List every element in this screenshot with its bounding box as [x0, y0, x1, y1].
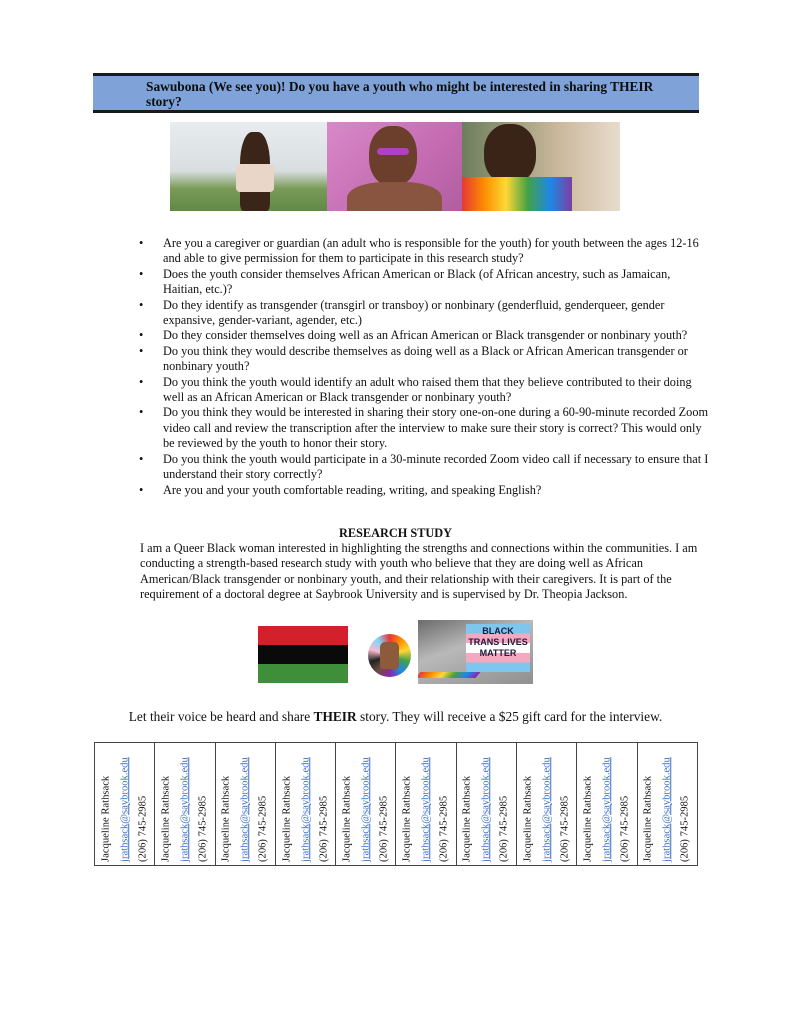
flag-stripe	[258, 645, 348, 664]
eligibility-question	[139, 452, 709, 483]
bullet-icon: •	[139, 451, 144, 466]
contact-email-link[interactable]: jrathsack@saybrook.edu	[661, 757, 673, 862]
eligibility-question	[139, 328, 709, 343]
photo-portrait	[327, 122, 462, 211]
tear-off-tab[interactable]	[216, 743, 276, 865]
eligibility-list	[139, 236, 709, 498]
eligibility-question	[139, 375, 709, 406]
tagline	[0, 709, 791, 725]
tear-off-content	[459, 746, 515, 862]
header-bar	[93, 73, 699, 113]
contact-email-link[interactable]: jrathsack@saybrook.edu	[600, 757, 612, 862]
bullet-icon: •	[139, 405, 144, 420]
contact-email-link[interactable]: jrathsack@saybrook.edu	[299, 757, 311, 862]
tear-off-tab[interactable]	[155, 743, 215, 865]
contact-phone: (206) 745-2985	[498, 795, 510, 862]
tear-off-content	[640, 746, 696, 862]
question-text: Do you think they would be interested in sharing their story one-on-one during a 60-90-minute recorded Zoom video call and review the transcription after the interview to make sure their story is correct? This would only be reviewed by the youth to honor their story.	[163, 405, 709, 451]
black-trans-lives-matter-photo	[418, 620, 533, 684]
contact-name: Jacqueline Rathsack	[642, 775, 654, 862]
photo-selfie	[170, 122, 327, 211]
tear-off-tab[interactable]	[577, 743, 637, 865]
contact-phone: (206) 745-2985	[197, 795, 209, 862]
contact-name: Jacqueline Rathsack	[401, 775, 413, 862]
flag-stripe	[258, 626, 348, 645]
contact-email-link[interactable]: jrathsack@saybrook.edu	[419, 757, 431, 862]
contact-name: Jacqueline Rathsack	[99, 775, 111, 862]
contact-email-link[interactable]: jrathsack@saybrook.edu	[118, 757, 130, 862]
eligibility-question	[139, 344, 709, 375]
tear-off-content	[519, 746, 575, 862]
symbol-images	[258, 620, 538, 685]
photo-pride-flag	[462, 122, 620, 211]
tear-off-content	[157, 746, 213, 862]
flag-stripe	[258, 664, 348, 683]
contact-phone: (206) 745-2985	[619, 795, 631, 862]
tagline-text-end: story. They will receive a $25 gift card for the interview.	[356, 709, 663, 724]
bullet-icon: •	[139, 482, 144, 497]
question-text: Do you think the youth would participate in a 30-minute recorded Zoom video call if necessary to ensure that I understand their story correctly?	[163, 451, 709, 482]
contact-phone: (206) 745-2985	[679, 795, 691, 862]
page-title: Sawubona (We see you)! Do you have a youth who might be interested in sharing THEIR story?	[146, 79, 654, 109]
tear-off-strip	[94, 742, 698, 866]
contact-email-link[interactable]: jrathsack@saybrook.edu	[480, 757, 492, 862]
contact-phone: (206) 745-2985	[136, 795, 148, 862]
question-text: Are you and your youth comfortable reading, writing, and speaking English?	[163, 482, 542, 497]
tear-off-content	[278, 746, 334, 862]
tear-off-tab[interactable]	[638, 743, 697, 865]
question-text: Are you a caregiver or guardian (an adult who is responsible for the youth) for youth between the ages 12-16 and able to give permission for them to participate in this research study?	[163, 236, 699, 266]
fist-icon	[380, 642, 399, 669]
contact-name: Jacqueline Rathsack	[160, 775, 172, 862]
tear-off-tab[interactable]	[517, 743, 577, 865]
tear-off-tab[interactable]	[396, 743, 456, 865]
contact-name: Jacqueline Rathsack	[341, 775, 353, 862]
research-study-body: I am a Queer Black woman interested in highlighting the strengths and connections within the communities. I am conducting a strength-based research study with youth who believe that they are doing well as African American/Black transgender or nonbinary youth, and their relationship with their caregivers. It is part of the requirement of a doctoral degree at Saybrook University and is supervised by Dr. Theopia Jackson.	[140, 541, 698, 602]
tear-off-content	[579, 746, 635, 862]
tear-off-content	[338, 746, 394, 862]
contact-name: Jacqueline Rathsack	[220, 775, 232, 862]
bullet-icon: •	[139, 297, 144, 312]
tear-off-tab[interactable]	[95, 743, 155, 865]
question-text: Does the youth consider themselves African American or Black (of African ancestry, such as Jamaican, Haitian, etc.)?	[163, 266, 671, 297]
pan-african-flag	[258, 626, 348, 683]
contact-phone: (206) 745-2985	[378, 795, 390, 862]
bullet-icon: •	[139, 374, 144, 389]
contact-phone: (206) 745-2985	[317, 795, 329, 862]
contact-name: Jacqueline Rathsack	[582, 775, 594, 862]
tagline-emphasis: THEIR	[313, 709, 357, 724]
tear-off-content	[398, 746, 454, 862]
bullet-icon: •	[139, 328, 144, 343]
eligibility-question	[139, 267, 709, 298]
contact-email-link[interactable]: jrathsack@saybrook.edu	[238, 757, 250, 862]
question-text: Do they identify as transgender (transgirl or transboy) or nonbinary (genderfluid, genderqueer, gender expansive, gender-variant, agender, etc.)	[163, 297, 665, 328]
question-text: Do they consider themselves doing well as an African American or Black transgender or nonbinary youth?	[163, 328, 688, 343]
tagline-text: Let their voice be heard and share	[128, 709, 314, 724]
contact-phone: (206) 745-2985	[558, 795, 570, 862]
tear-off-tab[interactable]	[276, 743, 336, 865]
question-text: Do you think they would describe themselves as doing well as a Black or African American transgender or nonbinary youth?	[163, 343, 688, 374]
bullet-icon: •	[139, 343, 144, 358]
contact-name: Jacqueline Rathsack	[280, 775, 292, 862]
contact-name: Jacqueline Rathsack	[461, 775, 473, 862]
bullet-icon: •	[139, 236, 144, 250]
contact-phone: (206) 745-2985	[438, 795, 450, 862]
protest-sign: BLACK TRANS LIVES MATTER	[466, 624, 530, 672]
contact-name: Jacqueline Rathsack	[521, 775, 533, 862]
eligibility-question	[139, 236, 709, 267]
tear-off-tab[interactable]	[336, 743, 396, 865]
tear-off-tab[interactable]	[457, 743, 517, 865]
question-text: Do you think the youth would identify an adult who raised them that they believe contributed to their doing well as an African American or Black transgender or nonbinary youth?	[163, 374, 692, 405]
tear-off-content	[217, 746, 273, 862]
photo-strip	[170, 122, 620, 211]
rainbow-crosswalk	[418, 672, 481, 678]
raised-fist-pride-icon	[368, 634, 411, 677]
eligibility-question	[139, 483, 709, 498]
contact-email-link[interactable]: jrathsack@saybrook.edu	[178, 757, 190, 862]
bullet-icon: •	[139, 266, 144, 281]
contact-email-link[interactable]: jrathsack@saybrook.edu	[359, 757, 371, 862]
tear-off-content	[97, 746, 153, 862]
eligibility-question	[139, 405, 709, 451]
contact-email-link[interactable]: jrathsack@saybrook.edu	[540, 757, 552, 862]
contact-phone: (206) 745-2985	[257, 795, 269, 862]
research-study-heading: RESEARCH STUDY	[338, 526, 453, 540]
eligibility-question	[139, 298, 709, 329]
